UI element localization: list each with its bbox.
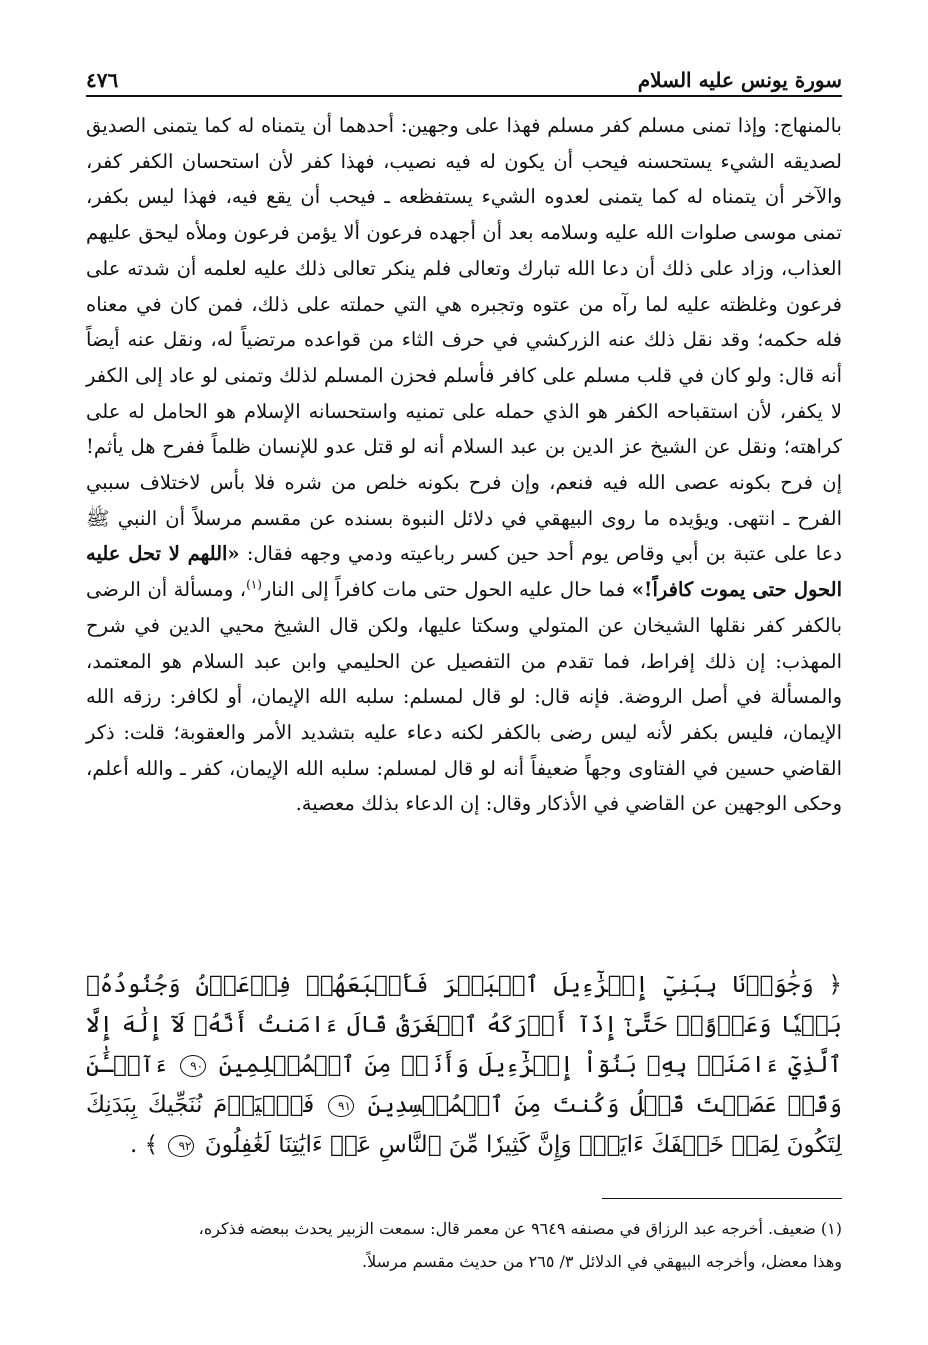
page-header xyxy=(86,58,842,92)
body-part-2: فما حال عليه الحول حتى مات كافراً إلى النار xyxy=(261,578,626,602)
footnote-line-2: وهذا معضل، وأخرجه البيهقي في الدلائل ٣/ ٢٦٥ من حديث مقسم مرسلاً. xyxy=(362,1252,842,1271)
ayah-91: ءَآلۡـَٰٔنَ وَقَدۡ عَصَيۡتَ قَبۡلُ وَكُنتَ مِنَ ٱلۡمُفۡسِدِينَ xyxy=(86,1052,843,1118)
body-part-3: ، ومسألة أن الرضى بالكفر كفر نقلها الشيخان عن المتولي وسكتا عليها، ولكن قال الشيخ محيي الدين في شرح المهذب: إن ذلك إفراط، فما تقدم من التفصيل عن الحليمي وابن عبد السلام هو المعتمد، والمسألة في أصل الروضة. فإنه قال: لو قال لمسلم: سلبه الله الإيمان، أو لكافر: رزقه الله الإيمان، فليس بكفر لأنه ليس رضى بالكفر لكنه دعاء عليه بتشديد الأمر والعقوبة؛ قلت: ذكر القاضي حسين في الفتاوى وجهاً ضعيفاً أنه لو قال لمسلم: سلبه الله الإيمان، كفر ـ والله أعلم، وحكى الوجهين عن القاضي في الأذكار وقال: إن الدعاء بذلك معصية. xyxy=(86,578,842,816)
footnote-line-1: (١) ضعيف. أخرجه عبد الرزاق في مصنفه ٩٦٤٩ عن معمر قال: سمعت الزبير يحدث ببعضه فذكره، xyxy=(198,1219,842,1238)
ayah-number-92: ٩٢ xyxy=(168,1135,194,1157)
ayah-92: فَٱلۡيَوۡمَ نُنَجِّيكَ بِبَدَنِكَ لِتَكُونَ لِمَنۡ خَلۡفَكَ ءَايَةٗۚ وَإِنَّ كَثِيرٗا مِّنَ ٱلنَّاسِ عَنۡ ءَايَٰتِنَا لَغَٰفِلُونَ xyxy=(86,1092,842,1158)
ornate-bracket-open: ﴿ xyxy=(828,972,842,998)
footnote xyxy=(86,1212,842,1278)
ayah-number-91: ٩١ xyxy=(328,1095,354,1117)
footnote-rule xyxy=(602,1198,842,1199)
ayah-90: وَجَٰوَزۡنَا بِبَنِيٓ إِسۡرَٰٓءِيلَ ٱلۡبَحۡرَ فَأَتۡبَعَهُمۡ فِرۡعَوۡنُ وَجُنُودُهُۥ بَغۡيٗا وَعَدۡوًاۖ حَتَّىٰٓ إِذَآ أَدۡرَكَهُ ٱلۡغَرَقُ قَالَ ءَامَنتُ أَنَّهُۥ لَآ إِلَٰهَ إِلَّا ٱلَّذِيٓ ءَامَنَتۡ بِهِۦ بَنُوٓاْ إِسۡرَٰٓءِيلَ وَأَنَا۠ مِنَ ٱلۡمُسۡلِمِينَ xyxy=(86,972,843,1078)
quran-verses xyxy=(86,965,842,1165)
hadith-quote: «اللهم لا تحل عليه الحول حتى يموت كافراً!» xyxy=(86,542,843,602)
body-text xyxy=(86,108,842,822)
header-rule xyxy=(86,95,842,97)
ayah-number-90: ٩٠ xyxy=(180,1055,206,1077)
body-part-1: بالمنهاج: وإذا تمنى مسلم كفر مسلم فهذا على وجهين: أحدهما أن يتمناه له كما يتمنى الصديق لصديقه الشيء يستحسنه فيحب أن يكون له فيه نصيب، فهذا كفر لأن استحسان الكفر كفر، والآخر أن يتمناه له كما يتمنى لعدوه الشيء يستفظعه ـ فيحب أن يقع فيه، فهذا ليس بكفر، تمنى موسى صلوات الله عليه وسلامه بعد أن أجهده فرعون ألا يؤمن فرعون وملأه ليحق عليهم العذاب، وزاد على ذلك أن دعا الله تبارك وتعالى فلم ينكر تعالى ذلك عليه لعلمه أن شدته على فرعون وغلظته عليه لما رآه من عتوه وتجبره هي التي حملته على ذلك، فمن كان في معناه فله حكمه؛ وقد نقل ذلك عنه الزركشي في حرف الثاء من قواعده مرتضياً له، ونقل عنه أيضاً أنه قال: ولو كان في قلب مسلم على كافر فأسلم فحزن المسلم لذلك وتمنى لو عاد إلى الكفر لا يكفر، لأن استقباحه الكفر هو الذي حمله على تمنيه واستحسانه الإسلام هو الحامل له على كراهته؛ ونقل عن الشيخ عز الدين بن عبد السلام أنه لو قتل عدو للإنسان ظلماً ففرح هل يأثم! إن فرح بكونه عصى الله فيه فنعم، وإن فرح بكونه خلص من شره فلا بأس لاختلاف سببي الفرح ـ انتهى. ويؤيده ما روى البيهقي في دلائل النبوة بسنده عن مقسم مرسلاً أن النبي ﷺ دعا على عتبة بن أبي وقاص يوم أحد حين كسر رباعيته ودمي وجهه فقال: xyxy=(86,114,842,566)
running-title: سورة يونس عليه السلام xyxy=(637,68,842,92)
body-paragraph xyxy=(86,108,842,822)
ornate-bracket-close: ﴾ . xyxy=(130,1132,159,1158)
footnote-reference[interactable]: (١) xyxy=(246,577,262,592)
page-number: ٤٧٦ xyxy=(86,68,119,92)
